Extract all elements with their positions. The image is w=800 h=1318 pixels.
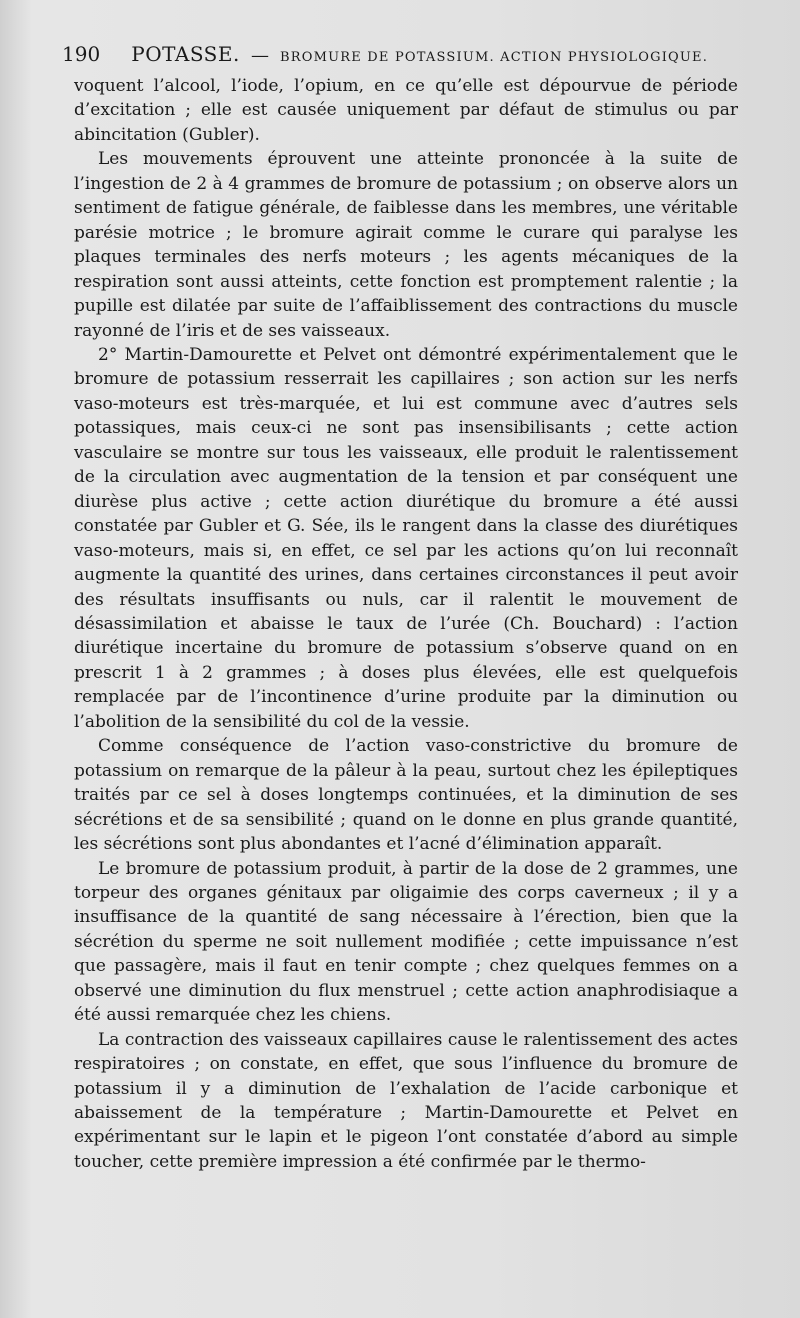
paragraph-6: La contraction des vaisseaux capillaires cause le ralentissement des actes respiratoires ; on constate, en effet, que sous l’influence du bromure de potassium il y a diminution de l’exhalation de l’acide carbonique et abaissement de la température ; Martin-Damourette et Pelvet en expérimentant sur le lapin et le pigeon l’ont constatée d’abord au simple toucher, cette première impression a été confirmée par le thermo- — [74, 1029, 738, 1172]
header-subtitle: BROMURE DE POTASSIUM. ACTION PHYSIOLOGIQUE. — [280, 50, 709, 65]
page-number: 190 — [62, 42, 101, 66]
header-title: POTASSE. — [131, 42, 240, 66]
body-text — [74, 74, 738, 1174]
paragraph-1: voquent l’alcool, l’iode, l’opium, en ce qu’elle est dépourvue de période d’excitation ; elle est causée uniquement par défaut de stimulus ou par abincitation (Gubler). — [74, 76, 738, 145]
running-header — [62, 42, 762, 74]
paragraph-4: Comme conséquence de l’action vaso-constrictive du bromure de potassium on remarque de la pâleur à la peau, surtout chez les épileptiques traités par ce sel à doses longtemps continuées, et la diminution de ses sécrétions et de sa sensibilité ; quand on le donne en plus grande quantité, les sécrétions sont plus abondantes et l’acné d’élimination apparaît. — [74, 736, 738, 855]
paragraph-5: Le bromure de potassium produit, à partir de la dose de 2 grammes, une torpeur des organes génitaux par oligaimie des corps caverneux ; il y a insuffisance de la quantité de sang nécessaire à l’érection, bien que la sécrétion du sperme ne soit nullement modifiée ; cette impuissance n’est que passagère, mais il faut en tenir compte ; chez quelques femmes on a observé une diminution du flux menstruel ; cette action anaphrodisiaque a été aussi remarquée chez les chiens. — [74, 858, 738, 1026]
header-separator: — — [250, 45, 269, 66]
paragraph-2: Les mouvements éprouvent une atteinte prononcée à la suite de l’ingestion de 2 à 4 grammes de bromure de potassium ; on observe alors un sentiment de fatigue générale, de faiblesse dans les membres, une véritable parésie motrice ; le bromure agirait comme le curare qui paralyse les plaques terminales des nerfs moteurs ; les agents mécaniques de la respiration sont aussi atteints, cette fonction est promptement ralentie ; la pupille est dilatée par suite de l’affaiblissement des contractions du muscle rayonné de l’iris et de ses vaisseaux. — [74, 149, 738, 341]
paragraph-3: 2° Martin-Damourette et Pelvet ont démontré expérimentalement que le bromure de potassium resserrait les capillaires ; son action sur les nerfs vaso-moteurs est très-marquée, et lui est commune avec d’autres sels potassiques, mais ceux-ci ne sont pas insensibilisants ; cette action vasculaire se montre sur tous les vaisseaux, elle produit le ralentissement de la circulation avec augmentation de la tension et par conséquent une diurèse plus active ; cette action diurétique du bromure a été aussi constatée par Gubler et G. Sée, ils le rangent dans la classe des diurétiques vaso-moteurs, mais si, en effet, ce sel par les actions qu’on lui reconnaît augmente la quantité des urines, dans certaines circonstances il peut avoir des résultats insuffisants ou nuls, car il ralentit le mouvement de désassimilation et abaisse le taux de l’urée (Ch. Bouchard) : l’action diurétique incertaine du bromure de potassium s’observe quand on en prescrit 1 à 2 grammes ; à doses plus élevées, elle est quelquefois remplacée par de l’incontinence d’urine produite par la diminution ou l’abolition de la sensibilité du col de la vessie. — [74, 344, 738, 732]
